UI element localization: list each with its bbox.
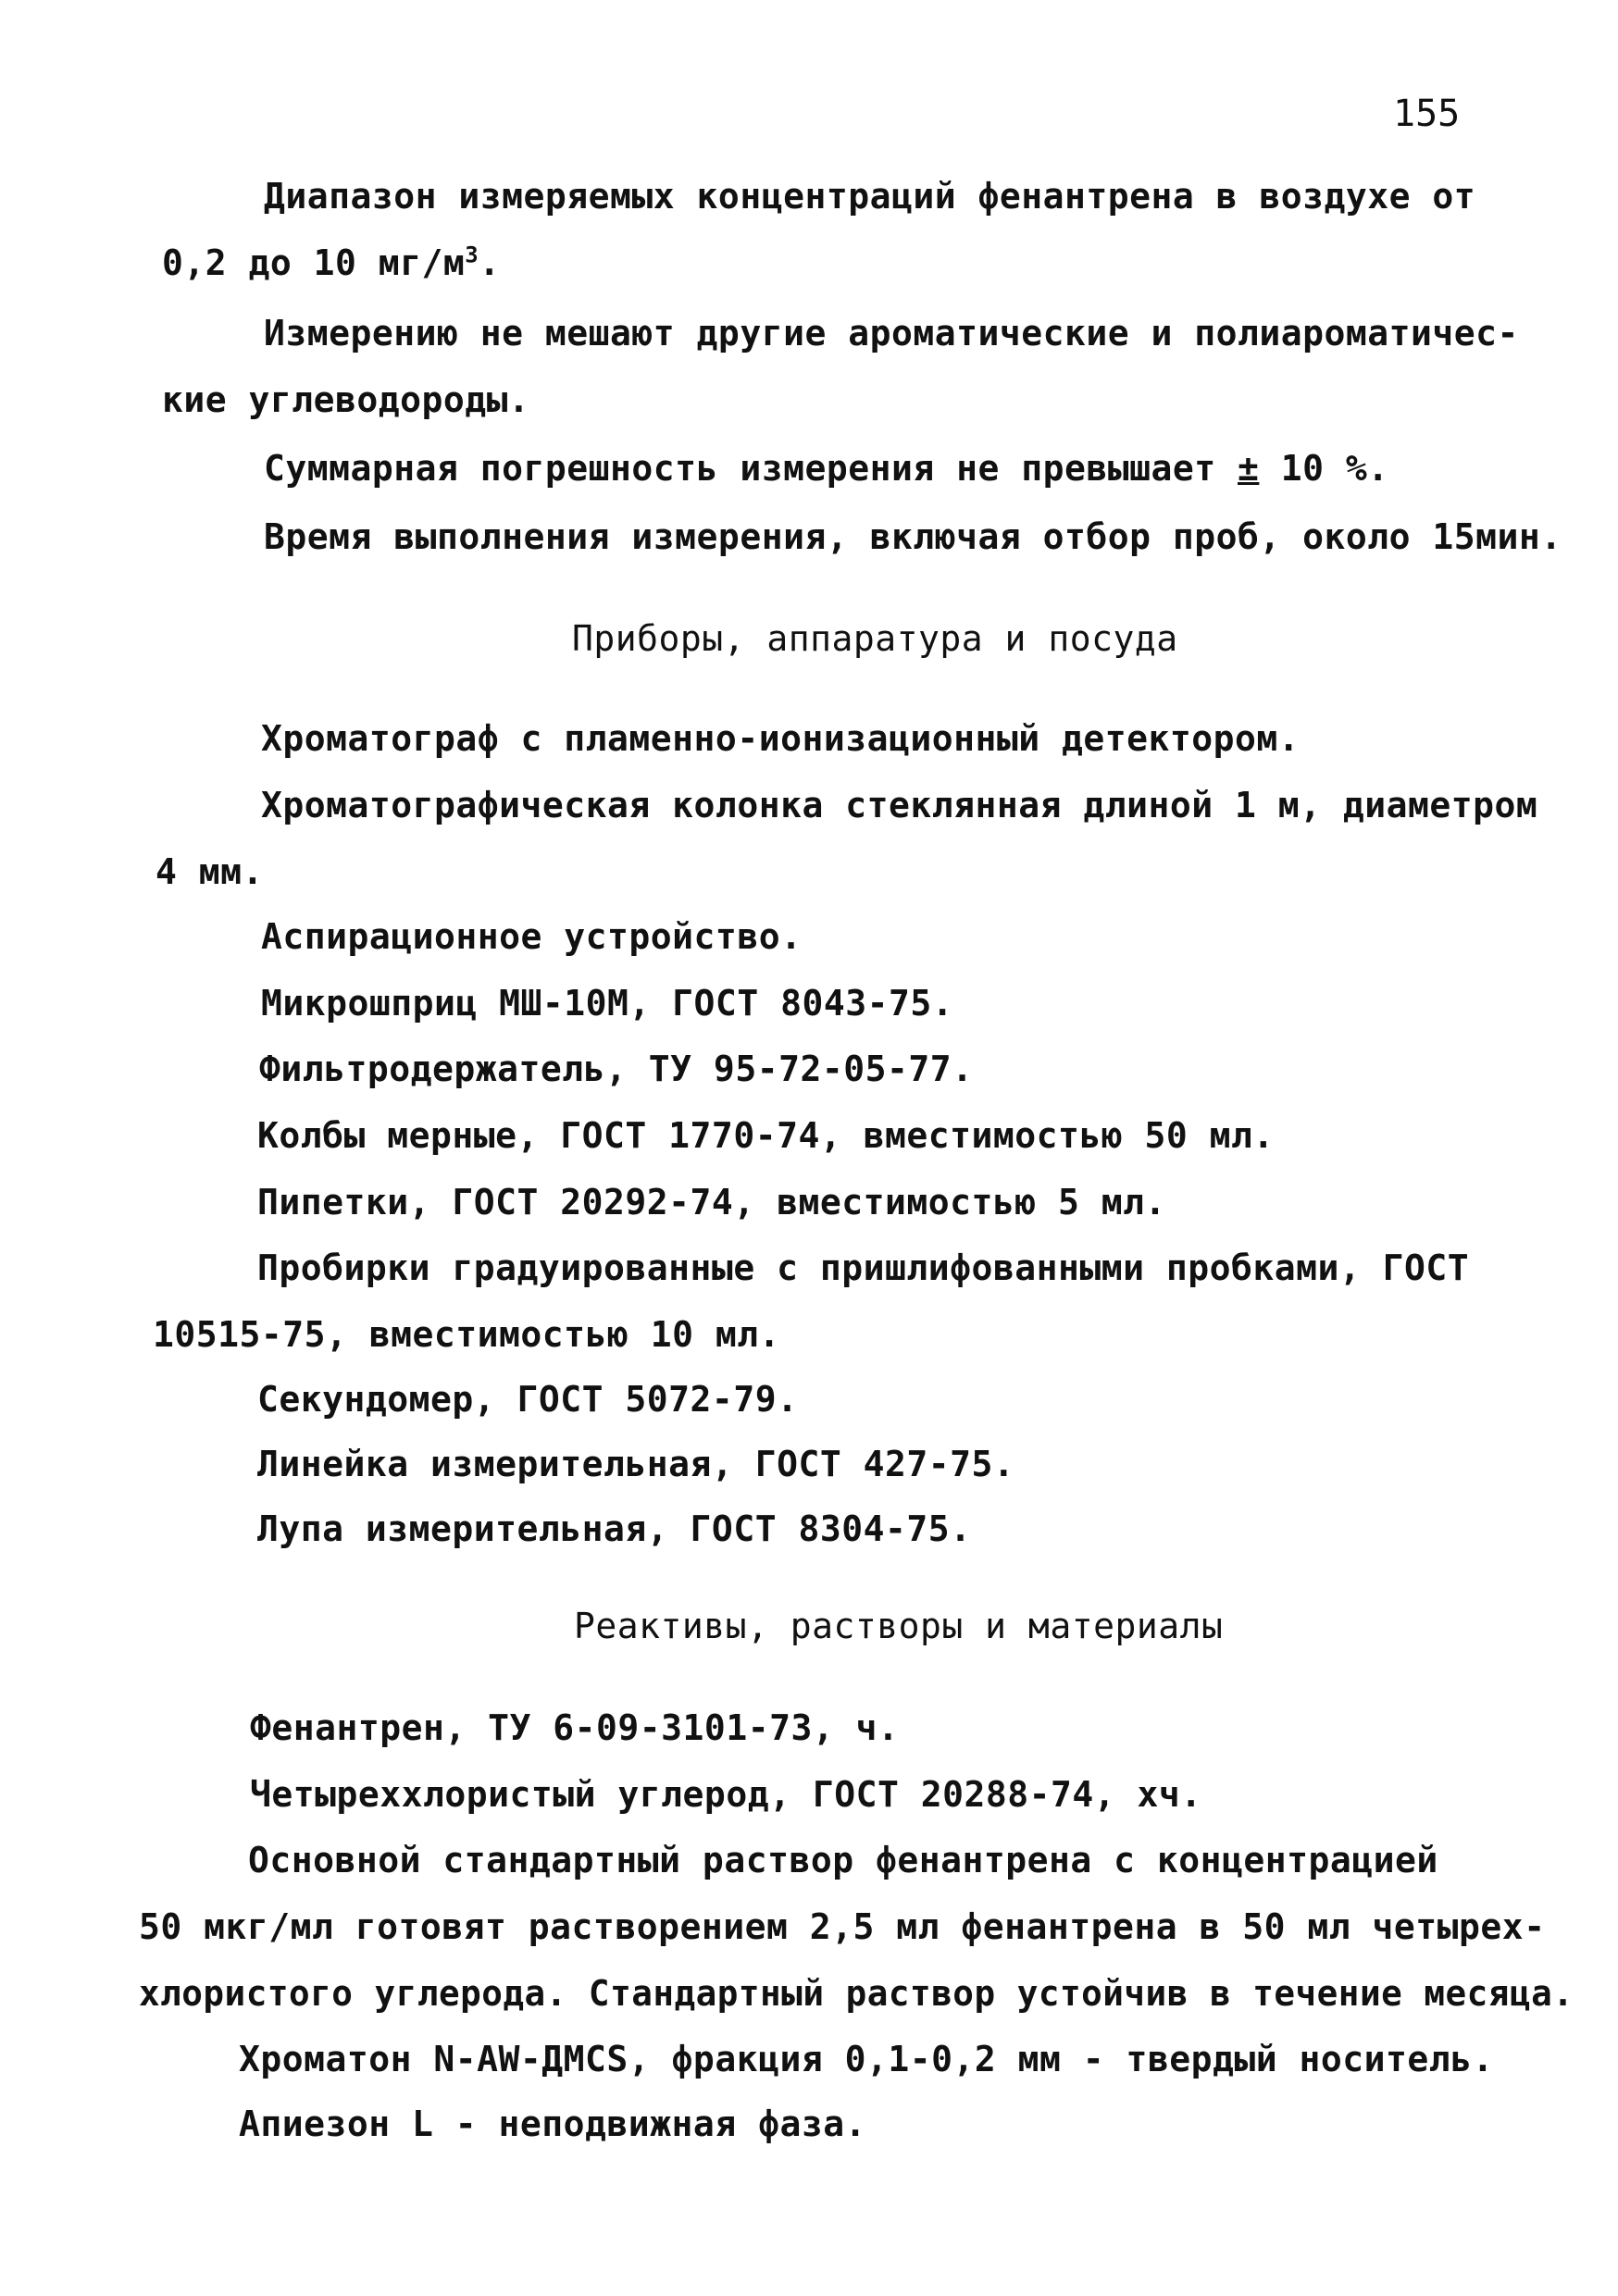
text-line-interference-1: Измерению не мешают другие ароматические и полиароматичес- <box>264 313 1519 354</box>
section-heading-reagents: Реактивы, растворы и материалы <box>574 1606 1224 1646</box>
text-line-range-1: Диапазон измеряемых концентраций фенантрена в воздухе от <box>264 176 1476 217</box>
section-heading-instruments: Приборы, аппаратура и посуда <box>572 618 1178 659</box>
instrument-item: Фильтродержатель, ТУ 95-72-05-77. <box>259 1049 974 1089</box>
error-value: 10 %. <box>1259 448 1389 489</box>
instrument-item: Микрошприц МШ-10М, ГОСТ 8043-75. <box>261 983 954 1024</box>
text-line-time: Время выполнения измерения, включая отбор проб, около 15мин. <box>264 516 1562 557</box>
instrument-item: Секундомер, ГОСТ 5072-79. <box>257 1379 799 1420</box>
instrument-item: Лупа измерительная, ГОСТ 8304-75. <box>257 1508 972 1549</box>
instrument-item: Пипетки, ГОСТ 20292-74, вместимостью 5 мл. <box>257 1182 1166 1222</box>
text-line-error <box>264 448 1389 489</box>
reagent-item: хлористого углерода. Стандартный раствор устойчив в течение месяца. <box>139 1973 1574 2014</box>
text-line-interference-2: кие углеводороды. <box>162 379 530 420</box>
range-end: . <box>479 242 501 283</box>
plus-minus-sign: ± <box>1238 448 1260 489</box>
instrument-item: Хроматографическая колонка стеклянная длиной 1 м, диаметром <box>261 785 1538 825</box>
instrument-item: Линейка измерительная, ГОСТ 427-75. <box>257 1444 1015 1484</box>
reagent-item: Фенантрен, ТУ 6-09-3101-73, ч. <box>250 1707 900 1748</box>
reagent-item: Хроматон N-AW-ДМСS, фракция 0,1-0,2 мм - твердый носитель. <box>239 2039 1494 2079</box>
instrument-item: Аспирационное устройство. <box>261 916 803 957</box>
page-number: 155 <box>1393 93 1461 135</box>
instrument-item: Пробирки градуированные с пришлифованными пробками, ГОСТ <box>257 1247 1470 1288</box>
reagent-item: Четыреххлористый углерод, ГОСТ 20288-74, хч. <box>250 1774 1202 1815</box>
error-text: Суммарная погрешность измерения не превышает <box>264 448 1238 489</box>
reagent-item: Апиезон L - неподвижная фаза. <box>239 2104 866 2144</box>
instrument-item: 10515-75, вместимостью 10 мл. <box>153 1314 780 1355</box>
superscript-3: 3 <box>465 242 479 268</box>
instrument-item: Колбы мерные, ГОСТ 1770-74, вместимостью 50 мл. <box>257 1115 1275 1156</box>
text-line-range-2 <box>162 242 501 283</box>
reagent-item: Основной стандартный раствор фенантрена с концентрацией <box>248 1840 1438 1880</box>
instrument-item: Хроматограф с пламенно-ионизационный детектором. <box>261 718 1301 759</box>
range-text: 0,2 до 10 мг/м <box>162 242 466 283</box>
instrument-item: 4 мм. <box>156 851 264 892</box>
reagent-item: 50 мкг/мл готовят растворением 2,5 мл фенантрена в 50 мл четырех- <box>139 1906 1546 1947</box>
